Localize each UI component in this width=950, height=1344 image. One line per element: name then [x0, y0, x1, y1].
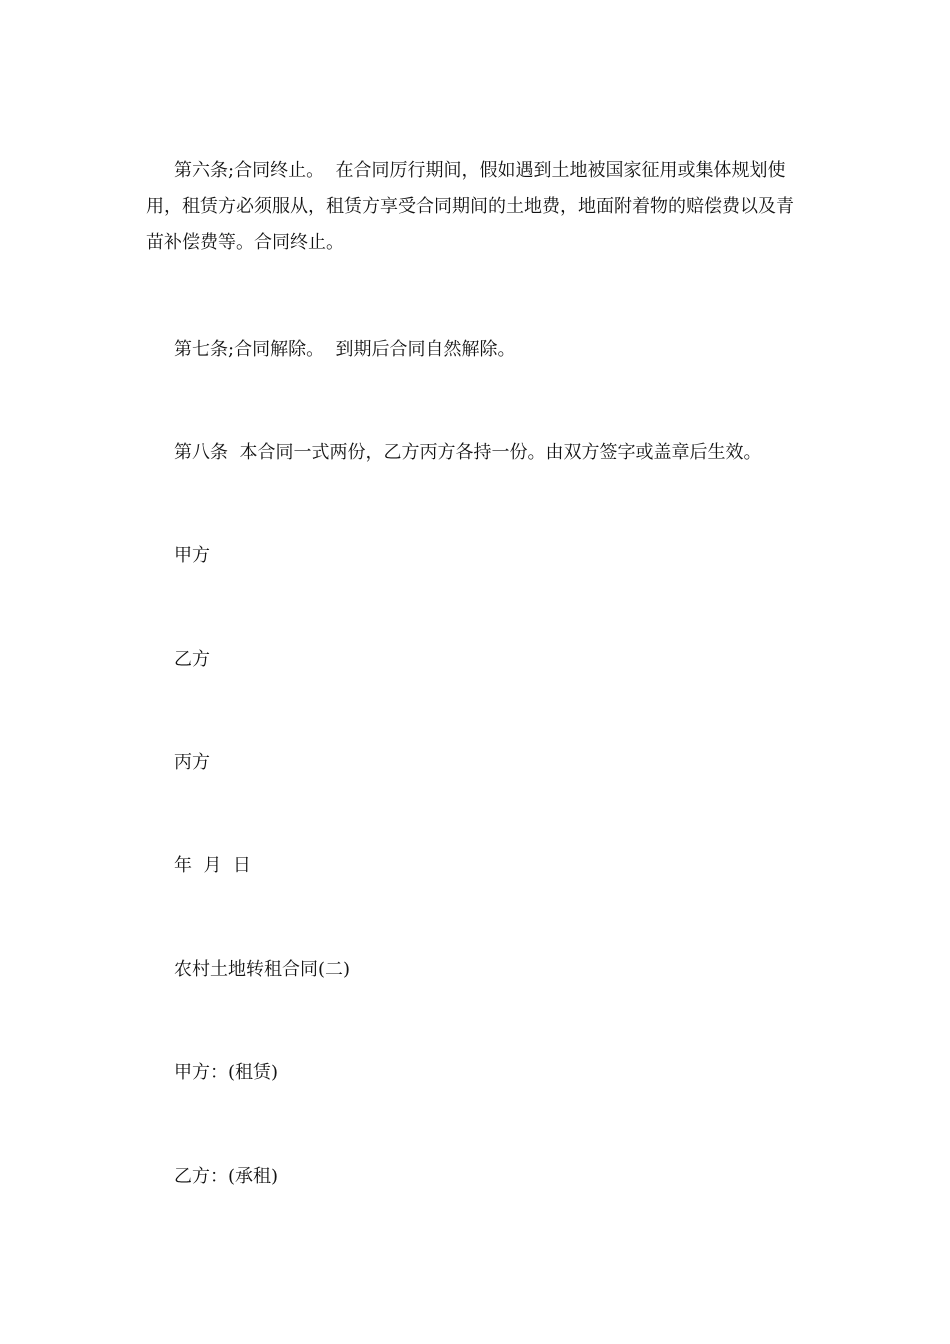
article-7-paragraph: 第七条;合同解除。 到期后合同自然解除。	[174, 339, 516, 360]
date-line: 年 月 日	[174, 855, 251, 876]
party-c-signature-label: 丙方	[174, 752, 210, 773]
party-b-lessee-line: 乙方：(承租)	[174, 1166, 279, 1187]
party-a-signature-label: 甲方	[174, 545, 210, 566]
section-title: 农村土地转租合同(二)	[174, 959, 351, 980]
article-8-paragraph: 第八条 本合同一式两份，乙方丙方各持一份。由双方签字或盖章后生效。	[174, 442, 762, 463]
article-6-paragraph: 第六条;合同终止。 在合同厉行期间，假如遇到土地被国家征用或集体规划使用，租赁方必须服从，租赁方享受合同期间的土地费，地面附着物的赔偿费以及青苗补偿费等。合同终止。	[146, 160, 794, 253]
party-a-lessor-line: 甲方：(租赁)	[174, 1062, 279, 1083]
party-b-signature-label: 乙方	[174, 649, 210, 670]
